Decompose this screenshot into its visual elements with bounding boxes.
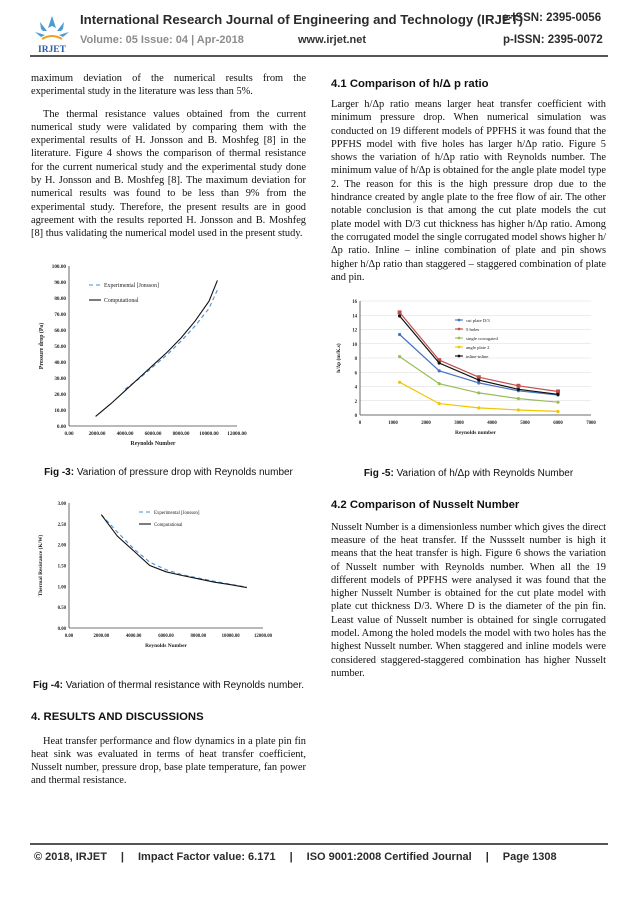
y-tick-label: 80.00 — [54, 295, 66, 302]
header-divider — [30, 55, 608, 57]
figure-3-label: Fig -3: — [44, 466, 75, 478]
footer-separator: | — [289, 851, 293, 863]
legend-label: Experimental [Jonsson] — [104, 282, 159, 289]
paragraph-hdp-ratio: Larger h/Δp ratio means larger heat transfer coefficient with minimum pressure drop. When numerical simulation was conducted on 19 different models of PPFHS it was found that the PPFHS model with five holes has larger h/Δp ratio. Figure 5 shows the variation of h/Δp ratio with Reynolds number. The minimum value of h/Δp is obtained for the angle plate model type 2. The reason for this is the high pressure drop due to the hindrance created by angle plate to the free flow of air. The other notable conclusion is that among the cut plate models the cut plate model with D/3 cut thickness has higher h/Δp ratio. Among the corrugated model the single corrugated model shows higher h/Δp ratio. Inline – inline combination of plate and pin shows higher h/Δp ratio than staggered – staggered combination of plate and pin. — [331, 99, 606, 283]
x-tick-label: 8000.00 — [172, 430, 190, 437]
legend-label: Computational — [104, 297, 139, 304]
figure-3-chart — [31, 250, 306, 462]
data-point — [477, 381, 480, 384]
y-tick-label: 10 — [352, 342, 357, 348]
legend-marker — [458, 319, 461, 322]
left-column — [31, 72, 306, 797]
footer-separator: | — [485, 851, 489, 863]
x-tick-label: 1000 — [388, 421, 398, 427]
data-point — [398, 355, 401, 358]
x-tick-label: 0 — [358, 421, 362, 427]
data-point — [438, 362, 441, 365]
x-tick-label: 2000.00 — [93, 634, 110, 640]
y-axis-label: Pressure drop (Pa) — [39, 322, 45, 369]
figure-3-caption — [31, 467, 306, 480]
irjet-logo — [32, 14, 72, 56]
paragraph-validation: The thermal resistance values obtained from the current numerical study were validated by comparing them with the experimental results of H. Jonsson and B. Moshfeg [8] in the literature. Figure 4 shows the comparison of thermal resistance for the current numerical study and the experimental study done by H. Jonsson and B. Moshfeg [8]. The maximum deviation for numerical results was found to be less than 9% from the experimental study. Therefore, the present results are in good agreement with the results reported H. Jonsson and B. Moshfeg [8] thus validating the numerical model used in the present study. — [31, 108, 306, 240]
legend-marker — [458, 355, 461, 358]
figure-5-caption-text: Variation of h/Δp with Reynolds Number — [393, 468, 574, 480]
y-tick-label: 0.50 — [57, 606, 66, 612]
y-tick-label: 1.50 — [57, 564, 66, 570]
y-tick-label: 14 — [352, 314, 357, 320]
x-tick-label: 10000.00 — [221, 634, 240, 640]
footer-separator: | — [120, 851, 124, 863]
figure-5-caption — [331, 468, 606, 481]
footer-iso: ISO 9001:2008 Certified Journal — [306, 851, 472, 863]
y-axis-label: Thermal Resistance (K/W) — [38, 534, 44, 597]
x-axis-label: Reynolds number — [455, 430, 496, 437]
x-tick-label: 0.00 — [64, 634, 74, 640]
data-point — [438, 382, 441, 385]
footer-impact-factor: Impact Factor value: 6.171 — [138, 851, 276, 863]
y-tick-label: 30.00 — [54, 375, 66, 382]
legend-label: 5 holes — [466, 327, 480, 333]
x-tick-label: 2000.00 — [88, 430, 106, 437]
x-axis-label: Reynolds Number — [130, 440, 176, 447]
legend-label: cut plate D/3 — [466, 318, 490, 324]
figure-4-caption — [31, 680, 306, 693]
legend-label: angle plate 2 — [466, 345, 490, 351]
data-point — [477, 406, 480, 409]
footer-page-number: Page 1308 — [502, 851, 557, 863]
data-point — [556, 393, 559, 396]
x-tick-label: 0.00 — [64, 430, 74, 437]
section-4-2-heading: 4.2 Comparison of Nusselt Number — [331, 498, 520, 511]
y-tick-label: 2 — [354, 399, 357, 405]
y-tick-label: 4 — [354, 385, 357, 391]
y-tick-label: 8 — [354, 357, 357, 363]
legend-label: single corrugated — [466, 336, 498, 342]
data-point — [516, 384, 520, 388]
figure-5-chart — [331, 293, 606, 445]
y-tick-label: 70.00 — [54, 311, 66, 318]
figure-5-label: Fig -5: — [363, 468, 394, 480]
paragraph-nusselt: Nusselt Number is a dimensionless number which gives the direct measure of the heat transfer. If the Nussselt number is high it means that the heat transfer is high. Figure 6 shows the variation of Nusselt number with Reynolds number. When all the 19 different models of PPFHS were analysed it was found that the higher Nusselt Number is obtained for the cut plate model with plate cut thickness D/3. Where D is the diameter of the pin fin. Least value of Nusselt number is obtained for single corrugated model. Among the holed models the model with two holes has the highest Nusselt number. When staggered and inline models were considered staggered-staggered combination has higher Nusselt number. — [331, 521, 606, 679]
y-tick-label: 60.00 — [54, 327, 66, 334]
y-tick-label: 3.00 — [57, 502, 66, 508]
journal-title: International Research Journal of Engineering and Technology (IRJET) — [80, 12, 524, 27]
y-tick-label: 1.00 — [57, 585, 66, 591]
x-tick-label: 12000.00 — [227, 430, 247, 437]
journal-website[interactable]: www.irjet.net — [298, 34, 367, 46]
y-tick-label: 0.00 — [56, 423, 66, 430]
figure-4-chart — [31, 493, 306, 671]
data-point — [556, 410, 559, 413]
footer-copyright: © 2018, IRJET — [34, 851, 107, 863]
x-axis-label: Reynolds Number — [145, 643, 187, 650]
x-tick-label: 2000 — [421, 421, 431, 427]
x-tick-label: 4000 — [487, 421, 497, 427]
data-point — [438, 369, 441, 372]
x-tick-label: 8000.00 — [190, 634, 207, 640]
legend-marker — [458, 346, 461, 349]
x-tick-label: 6000.00 — [158, 634, 174, 640]
legend-label: Computational — [154, 523, 183, 529]
logo-text: IRJET — [38, 45, 66, 55]
data-point — [398, 315, 401, 318]
figure-3-caption-text: Variation of pressure drop with Reynolds number — [74, 466, 293, 478]
y-tick-label: 100.00 — [51, 263, 66, 270]
x-tick-label: 12000.00 — [254, 634, 272, 640]
y-axis-label: h/Δp (m/K.s) — [336, 343, 342, 373]
y-tick-label: 20.00 — [54, 391, 66, 398]
y-tick-label: 50.00 — [54, 343, 66, 350]
paragraph-results-intro: Heat transfer performance and flow dynamics in a plate pin fin heat sink was evaluated in terms of heat transfer coefficient, Nusselt number, pressure drop, base plate temperature, fan power and thermal resistance. — [31, 735, 306, 787]
figure-4-caption-text: Variation of thermal resistance with Reynolds number. — [62, 680, 305, 692]
section-4-heading: 4. RESULTS AND DISCUSSIONS — [31, 710, 204, 723]
y-tick-label: 90.00 — [54, 279, 66, 286]
data-point — [398, 381, 401, 384]
data-point — [517, 409, 520, 412]
legend-marker — [458, 328, 461, 331]
y-tick-label: 40.00 — [54, 359, 66, 366]
y-tick-label: 16 — [352, 300, 357, 306]
y-tick-label: 2.50 — [57, 522, 66, 528]
right-column — [331, 72, 606, 689]
data-point — [398, 311, 402, 315]
data-point — [438, 402, 441, 405]
p-issn: p-ISSN: 2395-0072 — [503, 34, 603, 46]
data-point — [477, 391, 480, 394]
page-header — [0, 0, 638, 74]
y-tick-label: 0.00 — [57, 627, 66, 633]
legend-label: Experimental [Jonsson] — [154, 511, 200, 517]
page-footer — [34, 851, 606, 863]
x-tick-label: 4000.00 — [116, 430, 134, 437]
x-tick-label: 6000 — [553, 421, 563, 427]
legend-marker — [458, 337, 461, 340]
x-tick-label: 3000 — [454, 421, 464, 427]
x-tick-label: 7000 — [586, 421, 596, 427]
x-tick-label: 6000.00 — [144, 430, 162, 437]
e-issn: e-ISSN: 2395-0056 — [502, 12, 602, 24]
series-line — [125, 290, 217, 389]
legend-label: inline-inline — [466, 354, 489, 360]
x-tick-label: 10000.00 — [199, 430, 219, 437]
figure-4-label: Fig -4: — [32, 680, 63, 692]
data-point — [556, 401, 559, 404]
y-tick-label: 2.00 — [57, 543, 66, 549]
section-4-1-heading: 4.1 Comparison of h/Δ p ratio — [331, 78, 489, 90]
y-tick-label: 6 — [354, 371, 357, 377]
paragraph-deviation: maximum deviation of the numerical results from the experimental study in the literature was less than 5%. — [31, 73, 306, 98]
data-point — [517, 388, 520, 391]
x-tick-label: 4000.00 — [125, 634, 142, 640]
y-tick-label: 10.00 — [54, 407, 66, 414]
x-tick-label: 5000 — [520, 421, 530, 427]
y-tick-label: 12 — [352, 328, 357, 334]
volume-issue: Volume: 05 Issue: 04 | Apr-2018 — [80, 34, 244, 46]
data-point — [477, 379, 480, 382]
data-point — [517, 397, 520, 400]
data-point — [398, 333, 401, 336]
y-tick-label: 0 — [354, 414, 357, 420]
footer-divider — [30, 843, 608, 845]
